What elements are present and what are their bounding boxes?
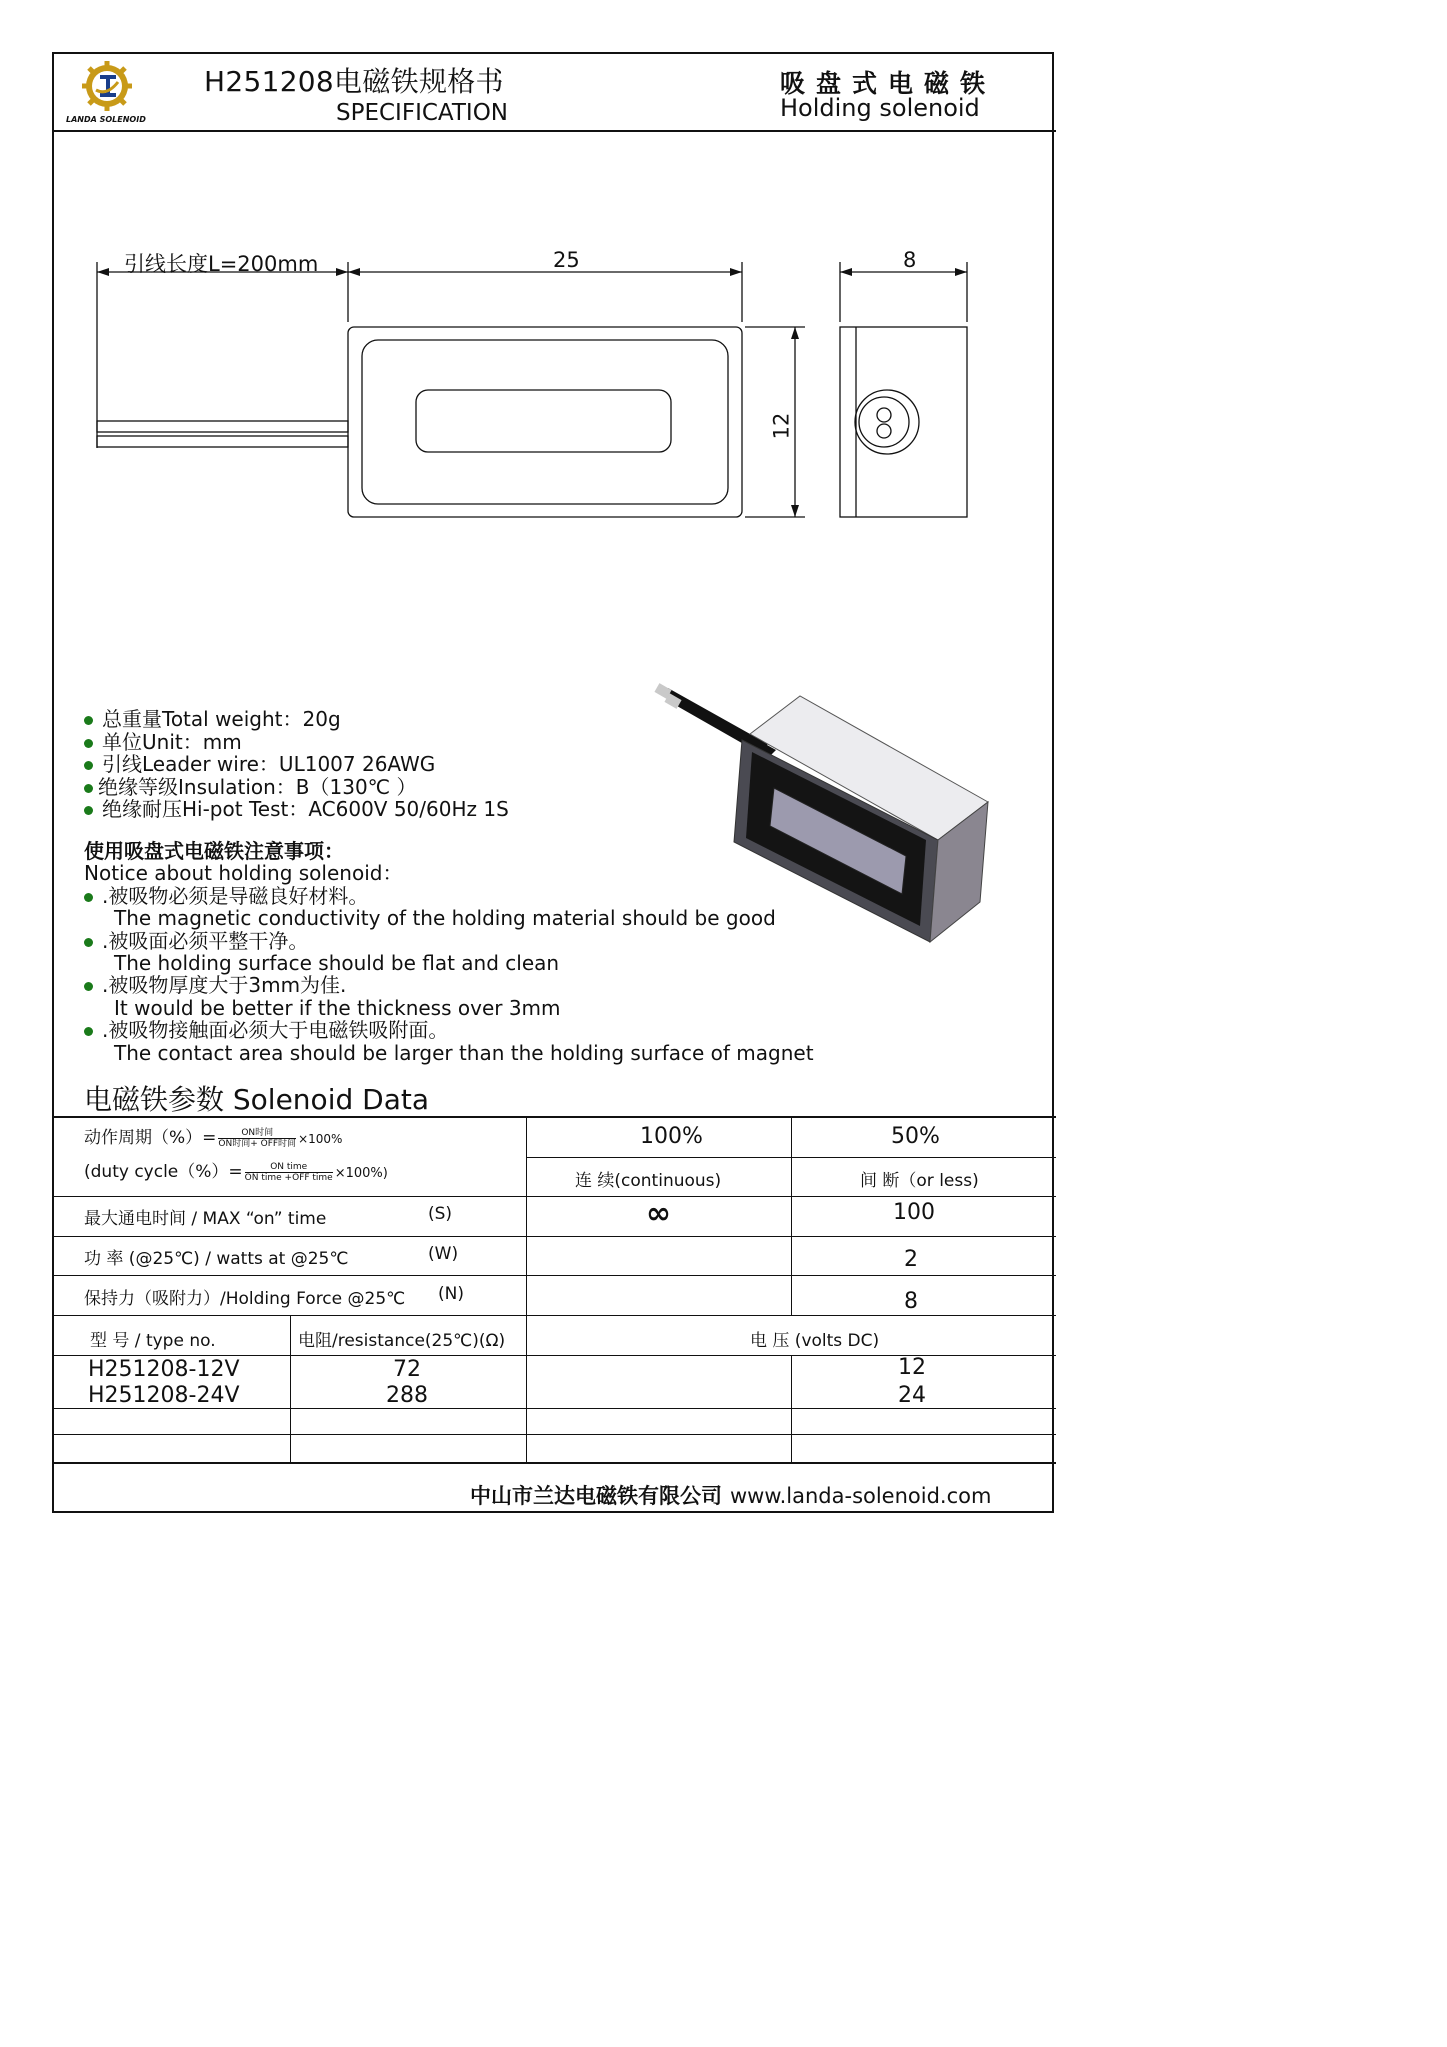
table-line [52,1408,1056,1409]
product-name-cn: 吸盘式电磁铁 [780,69,997,98]
duty-100-percent: 100% [640,1124,703,1149]
power-value: 2 [904,1247,918,1272]
infinity-icon: ∞ [646,1196,671,1231]
duty-en-fraction [245,1162,333,1183]
spec-hipot: 绝缘耐压Hi-pot Test：AC600V 50/60Hz 1S [84,798,509,821]
type-no-header: 型 号 / type no. [90,1331,216,1351]
website-link[interactable]: www.landa-solenoid.com [730,1484,992,1508]
product-name-en: Holding solenoid [780,94,980,122]
spec-list [84,708,509,821]
notice-title-cn: 使用吸盘式电磁铁注意事项： [84,839,344,863]
document-title: H251208电磁铁规格书 [204,65,504,98]
duty-cn-fraction [218,1128,296,1149]
width-dimension: 25 [553,248,580,272]
max-on-time-unit: (S) [428,1204,453,1224]
resistance-header: 电阻/resistance(25℃)(Ω) [298,1331,506,1351]
model-number: H251208-12V [88,1357,240,1382]
lead-length-dimension: 引线长度L=200mm [124,252,319,276]
duty-cn-suffix: ×100% [298,1132,343,1146]
voltage-value: 12 [898,1355,926,1380]
technical-drawing [0,0,1108,700]
table-line [290,1315,291,1462]
company-name: 中山市兰达电磁铁有限公司 [470,1484,722,1508]
duty-en-suffix: ×100%) [334,1166,388,1181]
spec-insulation: 绝缘等级Insulation：B（130℃ ） [84,776,509,799]
solenoid-data-title: 电磁铁参数 Solenoid Data [84,1083,429,1116]
power-label: 功 率 (@25℃) / watts at @25℃ [84,1249,349,1269]
holding-force-unit: (N) [438,1284,464,1304]
max-on-time-label: 最大通电时间 / MAX “on” time [84,1209,327,1229]
notice-item-en: It would be better if the thickness over 3mm [114,995,561,1020]
duty-cycle-en [84,1157,388,1183]
max-on-time-intermittent: 100 [893,1200,935,1225]
table-line [52,1116,1056,1118]
table-line [791,1116,792,1316]
voltage-header: 电 压 (volts DC) [750,1331,880,1351]
height-dimension: 12 [769,412,794,440]
voltage-value: 24 [898,1383,926,1408]
footer [470,1480,991,1510]
duty-50-percent: 50% [891,1124,940,1149]
model-number: H251208-24V [88,1383,240,1408]
table-line [52,1236,1056,1237]
duty-en-denominator: ON time +OFF time [244,1172,333,1183]
notice-item-en: The magnetic conductivity of the holding material should be good [114,906,776,931]
table-line [791,1355,792,1462]
holding-force-label: 保持力（吸附力）/Holding Force @25℃ [84,1289,406,1309]
table-line [52,1434,1056,1435]
table-line [52,1315,1056,1316]
table-line [52,1196,1056,1197]
mode-continuous: 连 续(continuous) [575,1171,722,1191]
notice-item-cn: .被吸物接触面必须大于电磁铁吸附面。 [84,1019,814,1041]
notice-item-cn: .被吸面必须平整干净。 [84,930,814,952]
logo-text: LANDA SOLENOID [66,115,146,124]
mode-intermittent: 间 断（or less) [860,1171,979,1191]
notice-item-en: The contact area should be larger than the holding surface of magnet [114,1040,814,1065]
table-line [52,1275,1056,1276]
resistance-value: 72 [393,1357,421,1382]
power-unit: (W) [428,1244,459,1264]
spec-weight: 总重量Total weight：20g [84,708,509,731]
notice-section [84,840,814,1064]
document-subtitle: SPECIFICATION [336,100,509,126]
depth-dimension: 8 [903,248,917,272]
duty-cycle-cn [84,1123,342,1149]
spec-unit: 单位Unit：mm [84,731,509,754]
table-line [526,1116,527,1462]
resistance-value: 288 [386,1383,428,1408]
duty-cn-numerator: ON时间 [218,1128,296,1139]
footer-divider [52,1462,1056,1464]
duty-en-prefix: (duty cycle（%）= [84,1162,243,1182]
holding-force-value: 8 [904,1289,918,1314]
notice-title-en: Notice about holding solenoid： [84,861,403,886]
notice-item-cn: .被吸物必须是导磁良好材料。 [84,885,814,907]
duty-en-numerator: ON time [245,1162,333,1173]
duty-cn-prefix: 动作周期（%）= [84,1128,217,1148]
duty-cn-denominator: ON时间+ OFF时间 [218,1138,297,1149]
notice-item-cn: .被吸物厚度大于3mm为佳. [84,974,814,996]
spec-leader-wire: 引线Leader wire：UL1007 26AWG [84,753,509,776]
notice-item-en: The holding surface should be flat and clean [114,951,560,976]
